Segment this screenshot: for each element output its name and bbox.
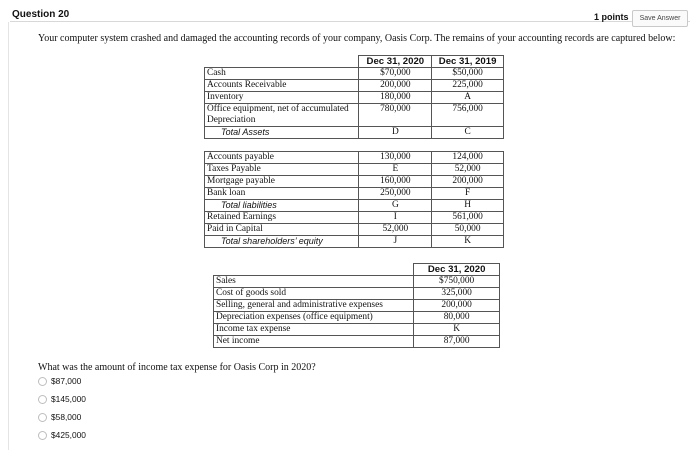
cell-2019: 52,000 [432,164,504,176]
table-row [214,336,500,348]
total-row [205,200,504,212]
row-label: Sales [214,276,414,288]
cell-2019: H [432,200,504,212]
table-row [205,104,504,127]
total-equity-label: Total shareholders’ equity [205,236,359,248]
row-label: Accounts payable [205,152,359,164]
total-row [205,236,504,248]
table-row [205,188,504,200]
total-liabilities-label: Total liabilities [205,200,359,212]
table-row [205,68,504,80]
points-label: 1 points [594,12,629,22]
answer-option[interactable] [38,430,86,440]
cell-2019: 561,000 [432,212,504,224]
cell-2020: $70,000 [359,68,432,80]
row-label: Mortgage payable [205,176,359,188]
radio-button[interactable] [38,413,47,422]
cell-2019: 124,000 [432,152,504,164]
question-intro: Your computer system crashed and damaged the accounting records of your company, Oasis Corp. The remains of your accounting records are captured below: [38,33,676,44]
table-row [205,152,504,164]
cell-2019: $50,000 [432,68,504,80]
row-label: Taxes Payable [205,164,359,176]
spacer-row [205,139,504,152]
cell-2019: 200,000 [432,176,504,188]
table-row [205,164,504,176]
radio-button[interactable] [38,395,47,404]
balance-sheet-table [204,55,504,248]
total-row [205,127,504,139]
row-label: Net income [214,336,414,348]
save-answer-button[interactable]: Save Answer [632,10,688,27]
table-header-row [214,264,500,276]
cell-2020: K [414,324,500,336]
cell-2019: 225,000 [432,80,504,92]
cell-2020: D [359,127,432,139]
cell-2020: 200,000 [414,300,500,312]
cell-2020: E [359,164,432,176]
cell-2020: 130,000 [359,152,432,164]
table-row [205,176,504,188]
row-label: Paid in Capital [205,224,359,236]
cell-2020: 52,000 [359,224,432,236]
cell-2020: 80,000 [414,312,500,324]
row-label: Cash [205,68,359,80]
question-title: Question 20 [12,9,70,20]
table-row [205,80,504,92]
row-label: Bank loan [205,188,359,200]
option-label: $58,000 [51,412,82,422]
cell-2020: 250,000 [359,188,432,200]
cell-2019: K [432,236,504,248]
radio-button[interactable] [38,377,47,386]
answer-option[interactable] [38,394,86,404]
cell-2020: 160,000 [359,176,432,188]
column-header: Dec 31, 2020 [359,56,432,68]
option-label: $87,000 [51,376,82,386]
table-row [205,212,504,224]
answer-option[interactable] [38,376,81,386]
cell-2020: 180,000 [359,92,432,104]
cell-2020: $750,000 [414,276,500,288]
cell-2020: I [359,212,432,224]
total-assets-label: Total Assets [205,127,359,139]
answer-option[interactable] [38,412,81,422]
cell-2020: 87,000 [414,336,500,348]
cell-2020: 200,000 [359,80,432,92]
radio-button[interactable] [38,431,47,440]
option-label: $145,000 [51,394,86,404]
row-label: Retained Earnings [205,212,359,224]
cell-2020: 325,000 [414,288,500,300]
row-label: Income tax expense [214,324,414,336]
cell-2019: 50,000 [432,224,504,236]
cell-2020: G [359,200,432,212]
question-prompt: What was the amount of income tax expense for Oasis Corp in 2020? [38,362,316,373]
table-row [214,276,500,288]
cell-2019: C [432,127,504,139]
cell-2019: 756,000 [432,104,504,127]
row-label: Inventory [205,92,359,104]
table-header-row [205,56,504,68]
table-row [214,324,500,336]
row-label: Office equipment, net of accumulated Depreciation [205,104,359,127]
row-label: Cost of goods sold [214,288,414,300]
cell-2019: A [432,92,504,104]
table-row [214,288,500,300]
table-row [205,92,504,104]
column-header: Dec 31, 2020 [414,264,500,276]
table-row [205,224,504,236]
row-label: Selling, general and administrative expenses [214,300,414,312]
cell-2019: F [432,188,504,200]
row-label: Depreciation expenses (office equipment) [214,312,414,324]
cell-2020: 780,000 [359,104,432,127]
row-label: Accounts Receivable [205,80,359,92]
column-header: Dec 31, 2019 [432,56,504,68]
cell-2020: J [359,236,432,248]
option-label: $425,000 [51,430,86,440]
income-statement-table [213,263,500,348]
table-row [214,312,500,324]
table-row [214,300,500,312]
